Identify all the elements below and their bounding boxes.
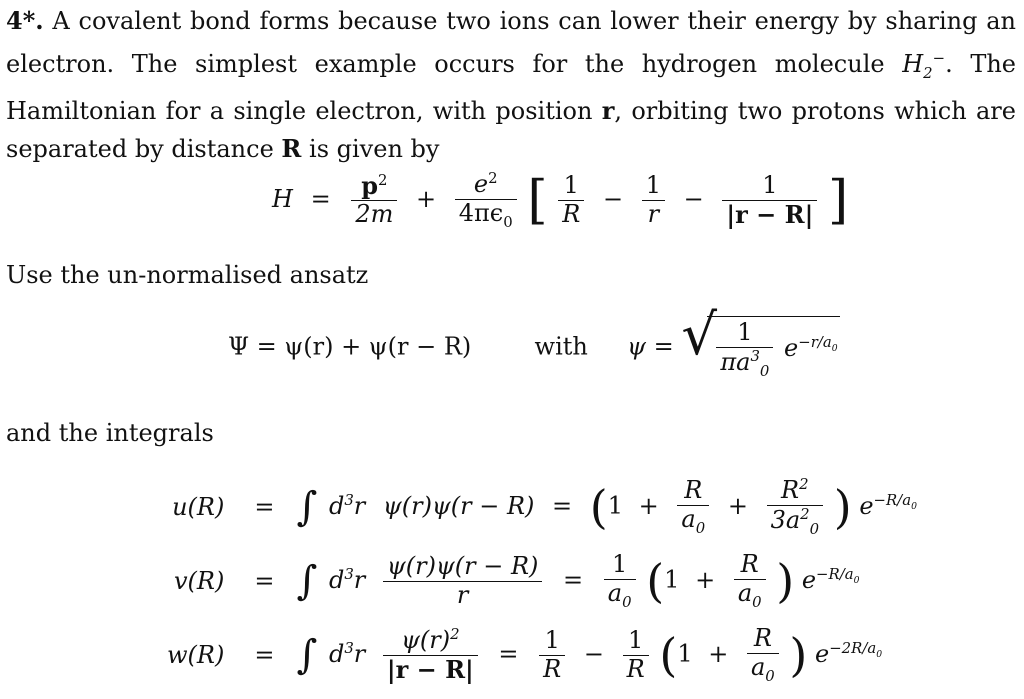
integrals-text: and the integrals <box>6 419 214 447</box>
integral-sign-icon: ∫ <box>296 484 318 530</box>
ansatz-text: Use the un-normalised ansatz <box>6 261 369 289</box>
v-numerator: ψ(r)ψ(r − R) <box>386 551 539 580</box>
numerator-one: 1 <box>645 171 662 200</box>
denominator-r: r <box>642 200 665 229</box>
u-exponent: −R/a <box>873 490 912 509</box>
charge-symbol: e <box>473 170 489 198</box>
denominator-distance: |r − R| <box>722 200 817 229</box>
molecule-letter: H <box>902 50 924 78</box>
numerator-one: 1 <box>563 171 579 200</box>
denominator-R: R <box>558 200 584 229</box>
u-integrand: ψ(r)ψ(r − R) <box>382 491 535 520</box>
normalisation-fraction: $\frac{1}{\pi a^3_0}$ <box>716 319 773 379</box>
ansatz-lhs: Ψ = ψ(r) + ψ(r − R) <box>228 332 472 361</box>
u-lhs: u(R) <box>172 493 225 521</box>
separation-symbol: R <box>281 133 302 163</box>
molecule-superscript: − <box>932 49 946 67</box>
intro-text-2: . The Hamiltonian for a single electron, with position <box>6 50 1016 125</box>
molecule-symbol <box>902 49 946 82</box>
term-1-over-distance <box>722 172 817 228</box>
integrals-block <box>165 470 919 692</box>
numerator-one: 1 <box>762 171 778 200</box>
hamiltonian-lhs: H <box>272 184 293 213</box>
v-denominator: r <box>383 581 542 610</box>
hamiltonian-equation: H = $\frac{p^2}{2m}$ + $\frac{e^2}{4\pi\epsilon_0}$ [ $\frac{1}{R}$ − $\frac{1}{r}$ − $\frac{1}{|r - R|}$ ] <box>272 169 849 231</box>
w-exponent: −2R/a <box>829 638 877 657</box>
radical-icon: √ <box>681 303 718 368</box>
term-1-over-r <box>642 172 665 228</box>
position-symbol: r <box>601 95 615 125</box>
integral-u-row: u(R) = ∫ $d^3r$ ψ(r)ψ(r − R) = (1 + $\frac{R}{a_0}$ + $\frac{R^2}{3a^2_0}$ ) $e^{-R/a_0}$ <box>165 470 919 544</box>
left-bracket: [ <box>527 170 548 231</box>
right-bracket: ] <box>827 170 849 231</box>
equals-sign: = <box>310 184 331 213</box>
v-lhs: v(R) <box>173 567 225 595</box>
w-lhs: w(R) <box>167 641 225 669</box>
intro-text-3: , orbiting two protons which are separated by distance <box>6 96 1016 163</box>
norm-numerator: 1 <box>737 318 753 346</box>
intro-text: A covalent bond forms because two ions can lower their energy by sharing an electron. The simplest example occurs for the hydrogen molecule <box>6 7 1016 78</box>
term-1-over-R <box>558 172 584 228</box>
psi-definition: ψ = <box>627 332 674 361</box>
coulomb-prefactor: $\frac{e^2}{4\pi\epsilon_0}$ <box>455 170 517 230</box>
molecule-subscript: 2 <box>923 63 933 82</box>
exponential: $e^{-r/a_0}$ <box>784 332 838 362</box>
with-word: with <box>534 332 588 361</box>
ansatz-equation <box>228 303 840 380</box>
problem-statement <box>6 2 1016 168</box>
integral-w-row: w(R) = ∫ $d^3r$ $\frac{\psi(r)^2}{|r - R|}$ = $\frac{1}{R}$ − $\frac{1}{R}$ (1 + $\frac{R}{a_0}$ ) $e^{-2R/a_0}$ <box>165 618 919 692</box>
integral-sign-icon: ∫ <box>296 558 318 604</box>
integral-sign-icon: ∫ <box>296 632 318 678</box>
intro-text-4: is given by <box>309 134 440 163</box>
integral-v-row: v(R) = ∫ $d^3r$ $\frac{\psi(r)\psi(r - R)}{r}$ = $\frac{1}{a_0}$ (1 + $\frac{R}{a_0}$ ) $e^{-R/a_0}$ <box>165 544 919 618</box>
w-numerator: ψ(r) <box>401 626 451 655</box>
square-root <box>681 303 839 380</box>
two-m: 2m <box>351 200 397 229</box>
problem-number: 4*. <box>6 6 44 35</box>
w-denominator: |r − R| <box>383 655 478 684</box>
v-exponent: −R/a <box>816 564 854 583</box>
momentum-symbol: p <box>361 170 378 200</box>
norm-denominator: πa <box>720 347 751 376</box>
psi-exponent: −r/a <box>798 332 832 351</box>
kinetic-fraction: $\frac{p^2}{2m}$ <box>351 172 397 229</box>
four-pi-epsilon: 4πϵ <box>458 198 504 227</box>
